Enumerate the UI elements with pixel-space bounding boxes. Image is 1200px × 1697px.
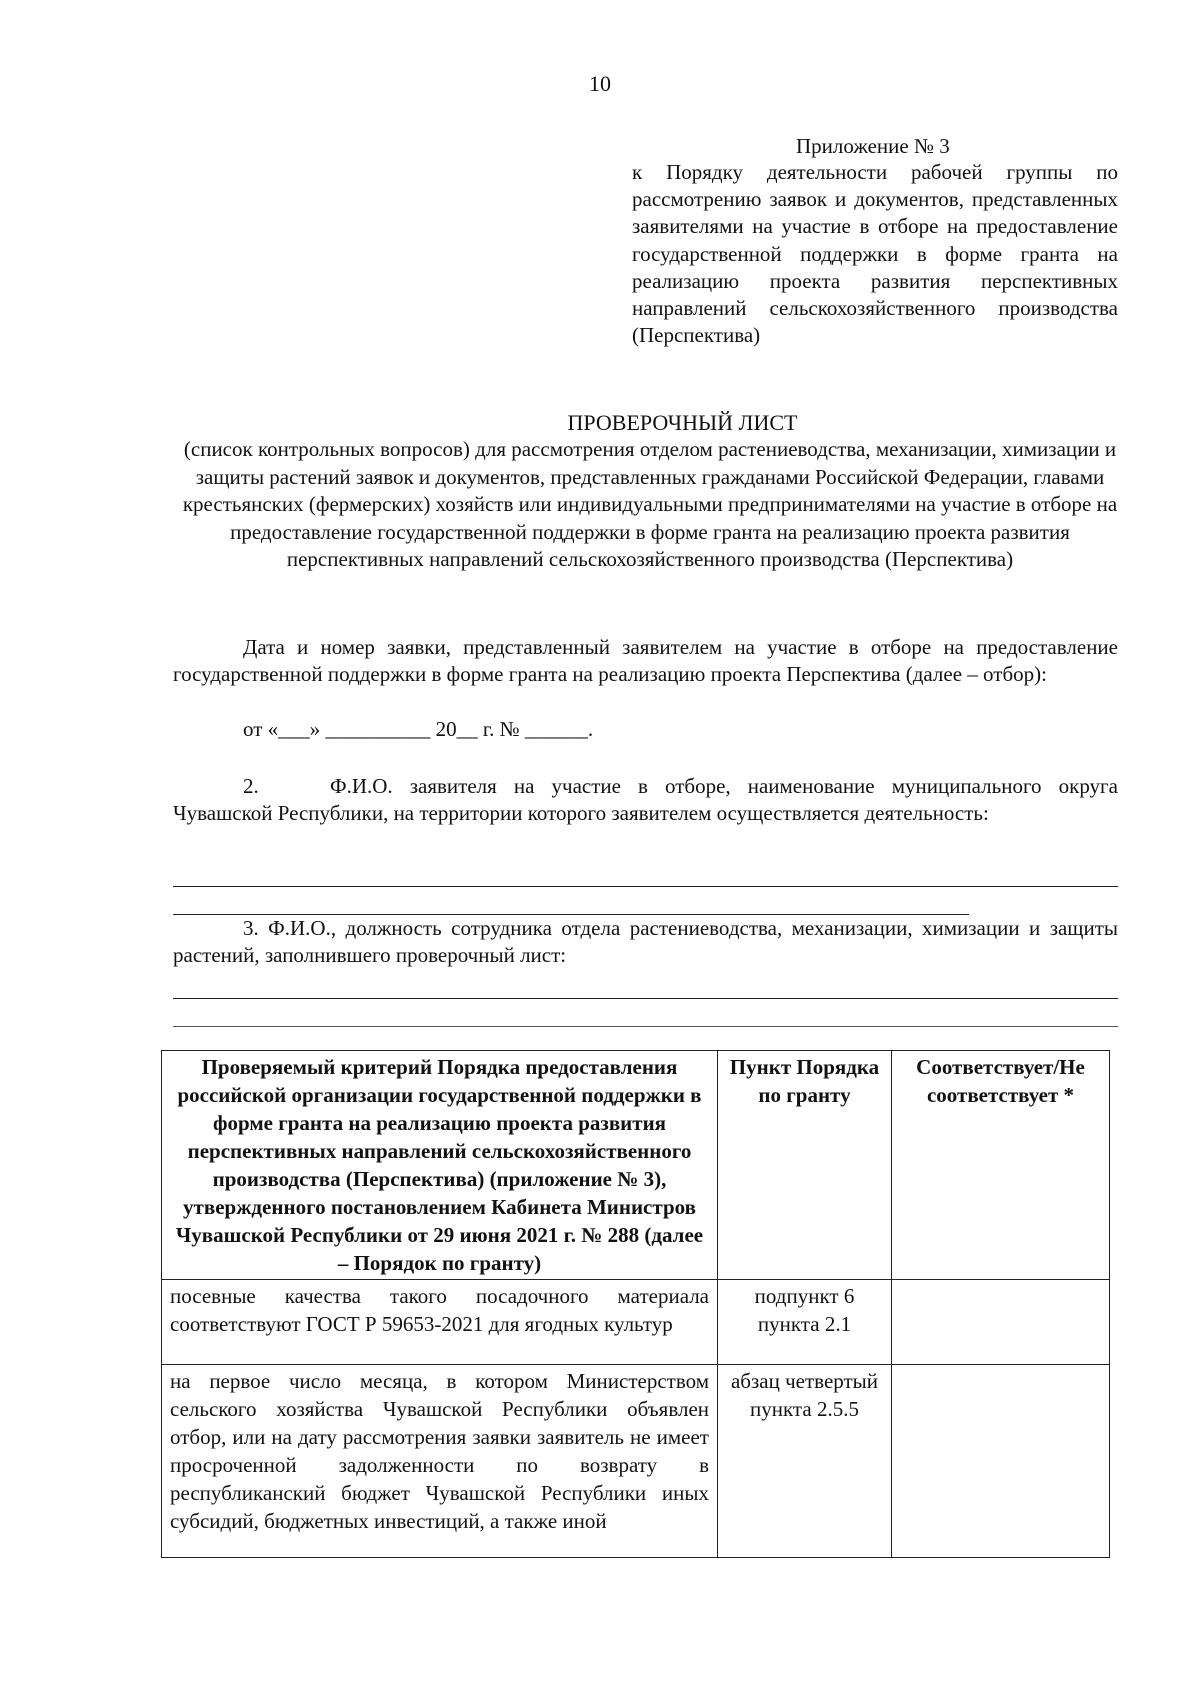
- table-row: [162, 1280, 1110, 1365]
- criterion-cell: посевные качества такого посадочного материала соответствуют ГОСТ Р 59653-2021 для ягодных культур: [162, 1280, 718, 1365]
- section1-text: Дата и номер заявки, представленный заявителем на участие в отборе на предоставление государственной поддержки в форме гранта на реализацию проекта Перспектива (далее – отбор):: [173, 635, 1118, 686]
- document-title: ПРОВЕРОЧНЫЙ ЛИСТ: [567, 410, 798, 435]
- clause-cell: абзац четвертый пункта 2.5.5: [718, 1365, 892, 1558]
- header-status: Соответствует/Не соответствует *: [892, 1051, 1110, 1280]
- document-subtitle: (список контрольных вопросов) для рассмотрения отделом растениеводства, механизации, химизации и защиты растений заявок и документов, представленных гражданами Российской Федерации, главами крестьянских (фермерских) хозяйств или индивидуальными предпринимателями на участие в отборе на предоставление государственной поддержки в форме гранта на реализацию проекта развития перспективных направлений сельскохозяйственного производства (Перспектива): [182, 437, 1118, 571]
- section2-paragraph: [173, 773, 1118, 827]
- header-criterion: Проверяемый критерий Порядка предоставления российской организации государственной поддержки в форме гранта на реализацию проекта развития перспективных направлений сельскохозяйственного производства (Перспектива) (приложение № 3), утвержденного постановлением Кабинета Министров Чувашской Республики от 29 июня 2021 г. № 288 (далее – Порядок по гранту): [162, 1051, 718, 1280]
- header-clause: Пункт Порядка по гранту: [718, 1051, 892, 1280]
- table-header-row: [162, 1051, 1110, 1280]
- criterion-cell: на первое число месяца, в котором Министерством сельского хозяйства Чувашской Республики объявлен отбор, или на дату рассмотрения заявки заявитель не имеет просроченной задолженности по возврату в республиканский бюджет Чувашской Республики иных субсидий, бюджетных инвестиций, а также иной: [162, 1365, 718, 1558]
- fill-line: [173, 1026, 1118, 1027]
- fill-line: [173, 998, 1118, 999]
- section3-text: 3. Ф.И.О., должность сотрудника отдела растениеводства, механизации, химизации и защиты растений, заполнившего проверочный лист:: [173, 916, 1118, 967]
- section2-number: 2.: [243, 774, 259, 798]
- appendix-title: Приложение № 3: [796, 134, 950, 158]
- section2-text: Ф.И.О. заявителя на участие в отборе, наименование муниципального округа Чувашской Республики, на территории которого заявителем осуществляется деятельность:: [173, 774, 1118, 825]
- section1-date-line: от «___» __________ 20__ г. № ______.: [243, 717, 594, 741]
- table-row: [162, 1365, 1110, 1558]
- status-cell[interactable]: [892, 1365, 1110, 1558]
- appendix-body: к Порядку деятельности рабочей группы по рассмотрению заявок и документов, представленных заявителями на участие в отборе на предоставление государственной поддержки в форме гранта на реализацию проекта развития перспективных направлений сельскохозяйственного производства (Перспектива): [632, 160, 1118, 348]
- page-number: 10: [589, 71, 611, 96]
- clause-cell: подпункт 6 пункта 2.1: [718, 1280, 892, 1365]
- status-cell[interactable]: [892, 1280, 1110, 1365]
- fill-line: [173, 886, 1118, 887]
- criteria-table: [161, 1050, 1110, 1558]
